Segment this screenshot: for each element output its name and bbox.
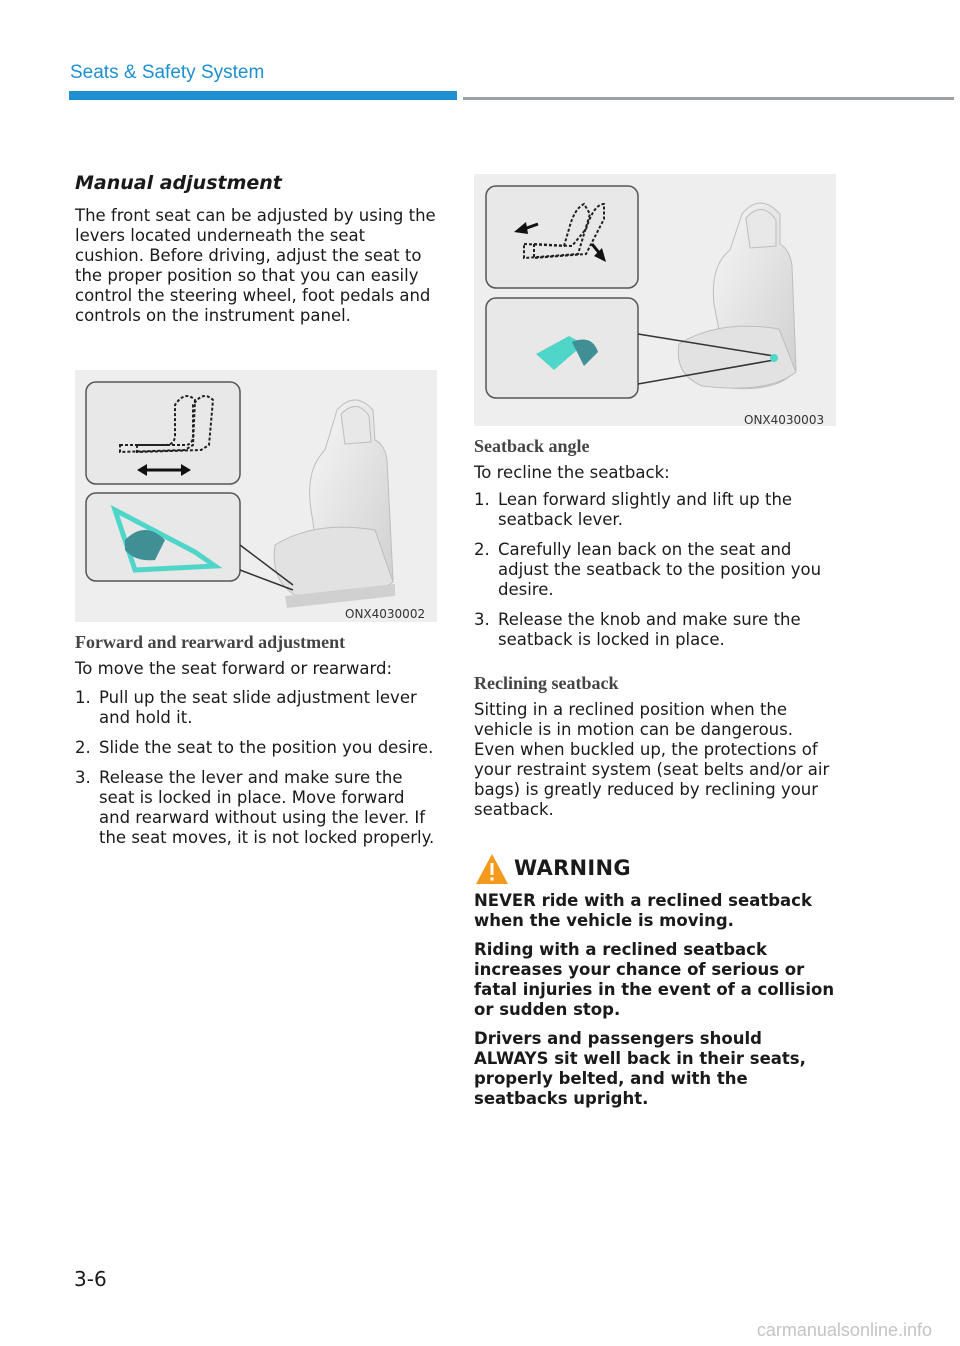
list-item: 2. Slide the seat to the position you desire. [75,738,434,757]
forward-rearward-lead: To move the seat forward or rearward: [75,659,393,678]
watermark: carmanualsonline.info [756,1320,932,1340]
figure-code-1: ONX4030002 [345,607,426,621]
seat-slide-illustration [75,370,437,622]
seatback-angle-heading: Seatback angle [474,436,590,456]
section-title: Seats & Safety System [70,62,265,83]
header-accent-bar [69,91,457,100]
figure-code-2: ONX4030003 [744,413,825,427]
manual-adjustment-heading: Manual adjustment [75,172,282,194]
seatback-angle-lead: To recline the seatback: [474,463,670,482]
list-item: 3. Release the lever and make sure the seat is locked in place. Move forward and rearward without using the lever. If the seat moves, it is not locked properly. [75,768,435,847]
reclining-seatback-text: Sitting in a reclined position when the vehicle is in motion can be dangerous. Even when buckled up, the protections of your restraint system (seat belts and/or air bags) is greatly reduced by reclining your seatback. [474,700,830,819]
reclining-seatback-heading: Reclining seatback [474,673,619,693]
header-rule [463,97,954,100]
warning-paragraph: NEVER ride with a reclined seatback when the vehicle is moving. [474,891,812,930]
manual-adjustment-intro: The front seat can be adjusted by using the levers located underneath the seat cushion. Before driving, adjust the seat to the proper position so that you can easily control the steering wheel, foot pedals and controls on the instrument panel. [75,206,436,325]
page-number: 3-6 [74,1267,107,1291]
warning-header [474,852,834,886]
list-item: 2. Carefully lean back on the seat and adjust the seatback to the position you desire. [474,540,822,599]
seatback-angle-figure [474,174,836,426]
warning-triangle-icon [474,852,510,886]
forward-rearward-steps [75,688,437,858]
warning-body [474,891,840,1118]
list-item: 1. Pull up the seat slide adjustment lever and hold it. [75,688,417,727]
warning-paragraph: Drivers and passengers should ALWAYS sit well back in their seats, properly belted, and with the seatbacks upright. [474,1029,806,1108]
warning-title: WARNING [514,856,631,880]
list-item: 1. Lean forward slightly and lift up the seatback lever. [474,490,793,529]
list-item: 3. Release the knob and make sure the seatback is locked in place. [474,610,801,649]
warning-paragraph: Riding with a reclined seatback increases your chance of serious or fatal injuries in the event of a collision or sudden stop. [474,940,835,1019]
seatback-illustration [474,174,836,426]
forward-rearward-heading: Forward and rearward adjustment [75,632,346,652]
seat-slide-figure [75,370,437,622]
seatback-angle-steps [474,490,838,660]
